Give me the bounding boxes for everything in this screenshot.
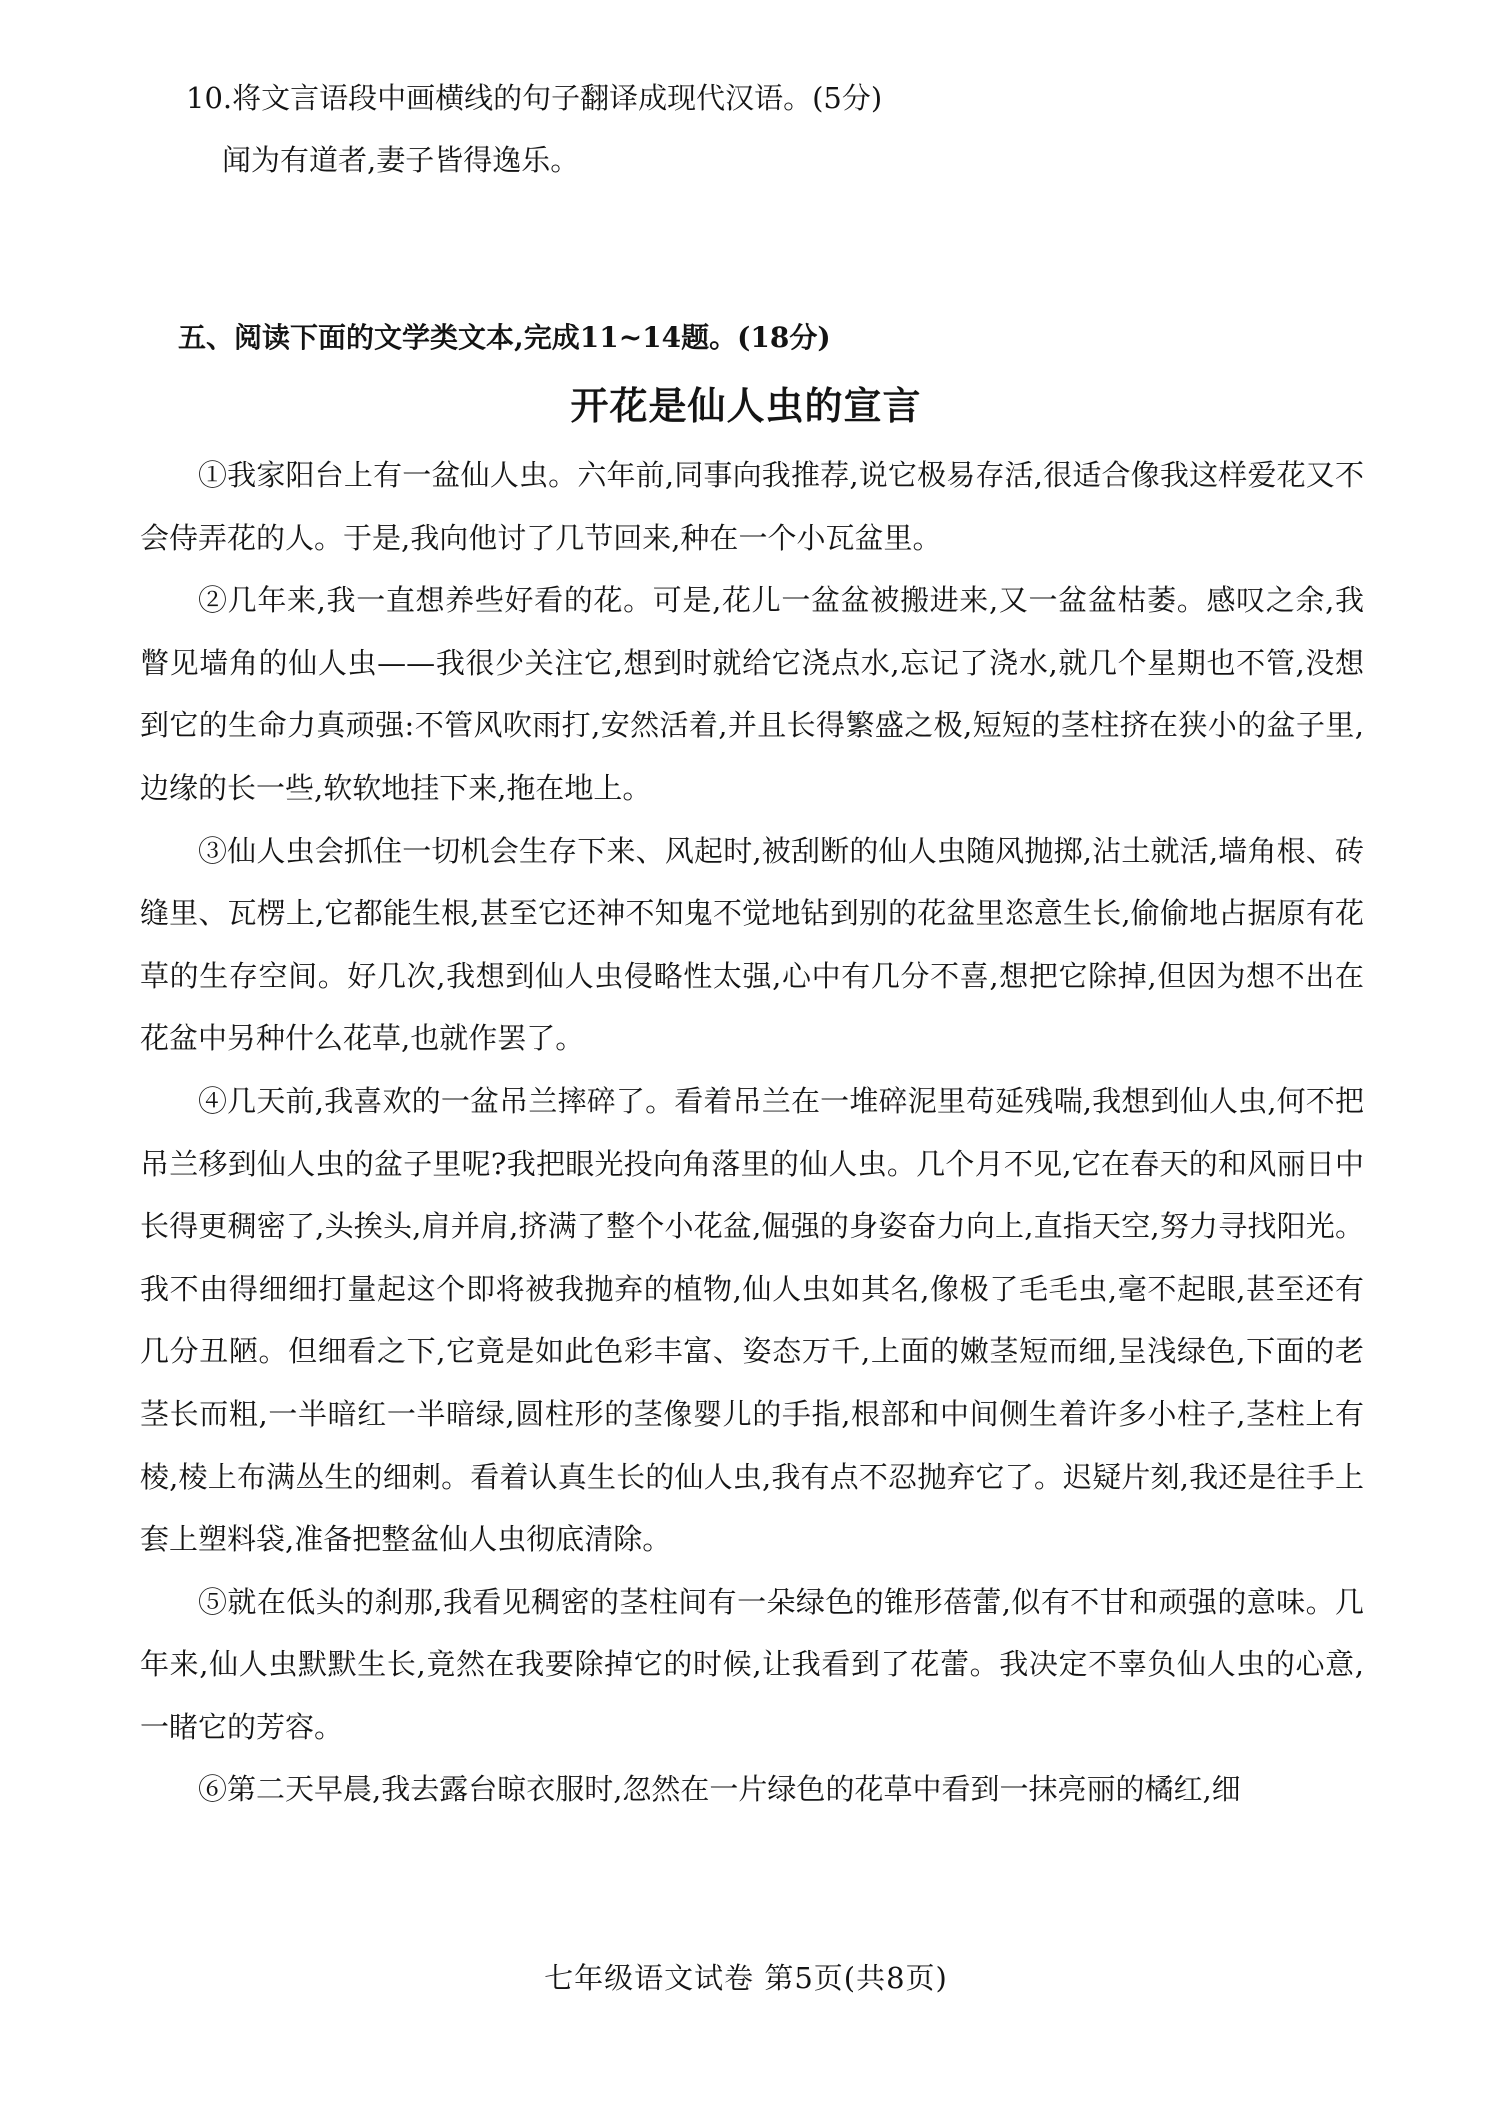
page-footer: 七年级语文试卷 第5页(共8页) [544,1961,948,1995]
paragraph-4: ④几天前,我喜欢的一盆吊兰摔碎了。看着吊兰在一堆碎泥里苟延残喘,我想到仙人虫,何不把吊兰移到仙人虫的盆子里呢?我把眼光投向角落里的仙人虫。几个月不见,它在春天的和风丽日中长得更稠密了,头挨头,肩并肩,挤满了整个小花盆,倔强的身姿奋力向上,直指天空,努力寻找阳光。我不由得细细打量起这个即将被我抛弃的植物,仙人虫如其名,像极了毛毛虫,毫不起眼,甚至还有几分丑陋。但细看之下,它竟是如此色彩丰富、姿态万千,上面的嫩茎短而细,呈浅绿色,下面的老茎长而粗,一半暗红一半暗绿,圆柱形的茎像婴儿的手指,根部和中间侧生着许多小柱子,茎柱上有棱,棱上布满丛生的细刺。看着认真生长的仙人虫,我有点不忍抛弃它了。迟疑片刻,我还是往手上套上塑料袋,准备把整盆仙人虫彻底清除。 [140,1083,1364,1557]
section-5-heading: 五、阅读下面的文学类文本,完成11~14题。(18分) [178,321,831,354]
article-body [140,444,1364,1821]
paragraph-1: ①我家阳台上有一盆仙人虫。六年前,同事向我推荐,说它极易存活,很适合像我这样爱花又不会侍弄花的人。于是,我向他讨了几节回来,种在一个小瓦盆里。 [140,458,1364,555]
article-title: 开花是仙人虫的宣言 [570,383,922,428]
question-10-prompt: 10.将文言语段中画横线的句子翻译成现代汉语。(5分) [186,81,883,115]
paragraph-6: ⑥第二天早晨,我去露台晾衣服时,忽然在一片绿色的花草中看到一抹亮丽的橘红,细 [198,1772,1241,1807]
paragraph-2: ②几年来,我一直想养些好看的花。可是,花儿一盆盆被搬进来,又一盆盆枯萎。感叹之余,我瞥见墙角的仙人虫——我很少关注它,想到时就给它浇点水,忘记了浇水,就几个星期也不管,没想到它的生命力真顽强:不管风吹雨打,安然活着,并且长得繁盛之极,短短的茎柱挤在狭小的盆子里,边缘的长一些,软软地挂下来,拖在地上。 [140,583,1364,805]
question-10-sentence: 闻为有道者,妻子皆得逸乐。 [222,143,580,177]
paragraph-5: ⑤就在低头的刹那,我看见稠密的茎柱间有一朵绿色的锥形蓓蕾,似有不甘和顽强的意味。几年来,仙人虫默默生长,竟然在我要除掉它的时候,让我看到了花蕾。我决定不辜负仙人虫的心意,一睹它的芳容。 [140,1584,1364,1744]
paragraph-3: ③仙人虫会抓住一切机会生存下来、风起时,被刮断的仙人虫随风抛掷,沾土就活,墙角根、砖缝里、瓦楞上,它都能生根,甚至它还神不知鬼不觉地钻到别的花盆里恣意生长,偷偷地占据原有花草的生存空间。好几次,我想到仙人虫侵略性太强,心中有几分不喜,想把它除掉,但因为想不出在花盆中另种什么花草,也就作罢了。 [140,833,1364,1056]
